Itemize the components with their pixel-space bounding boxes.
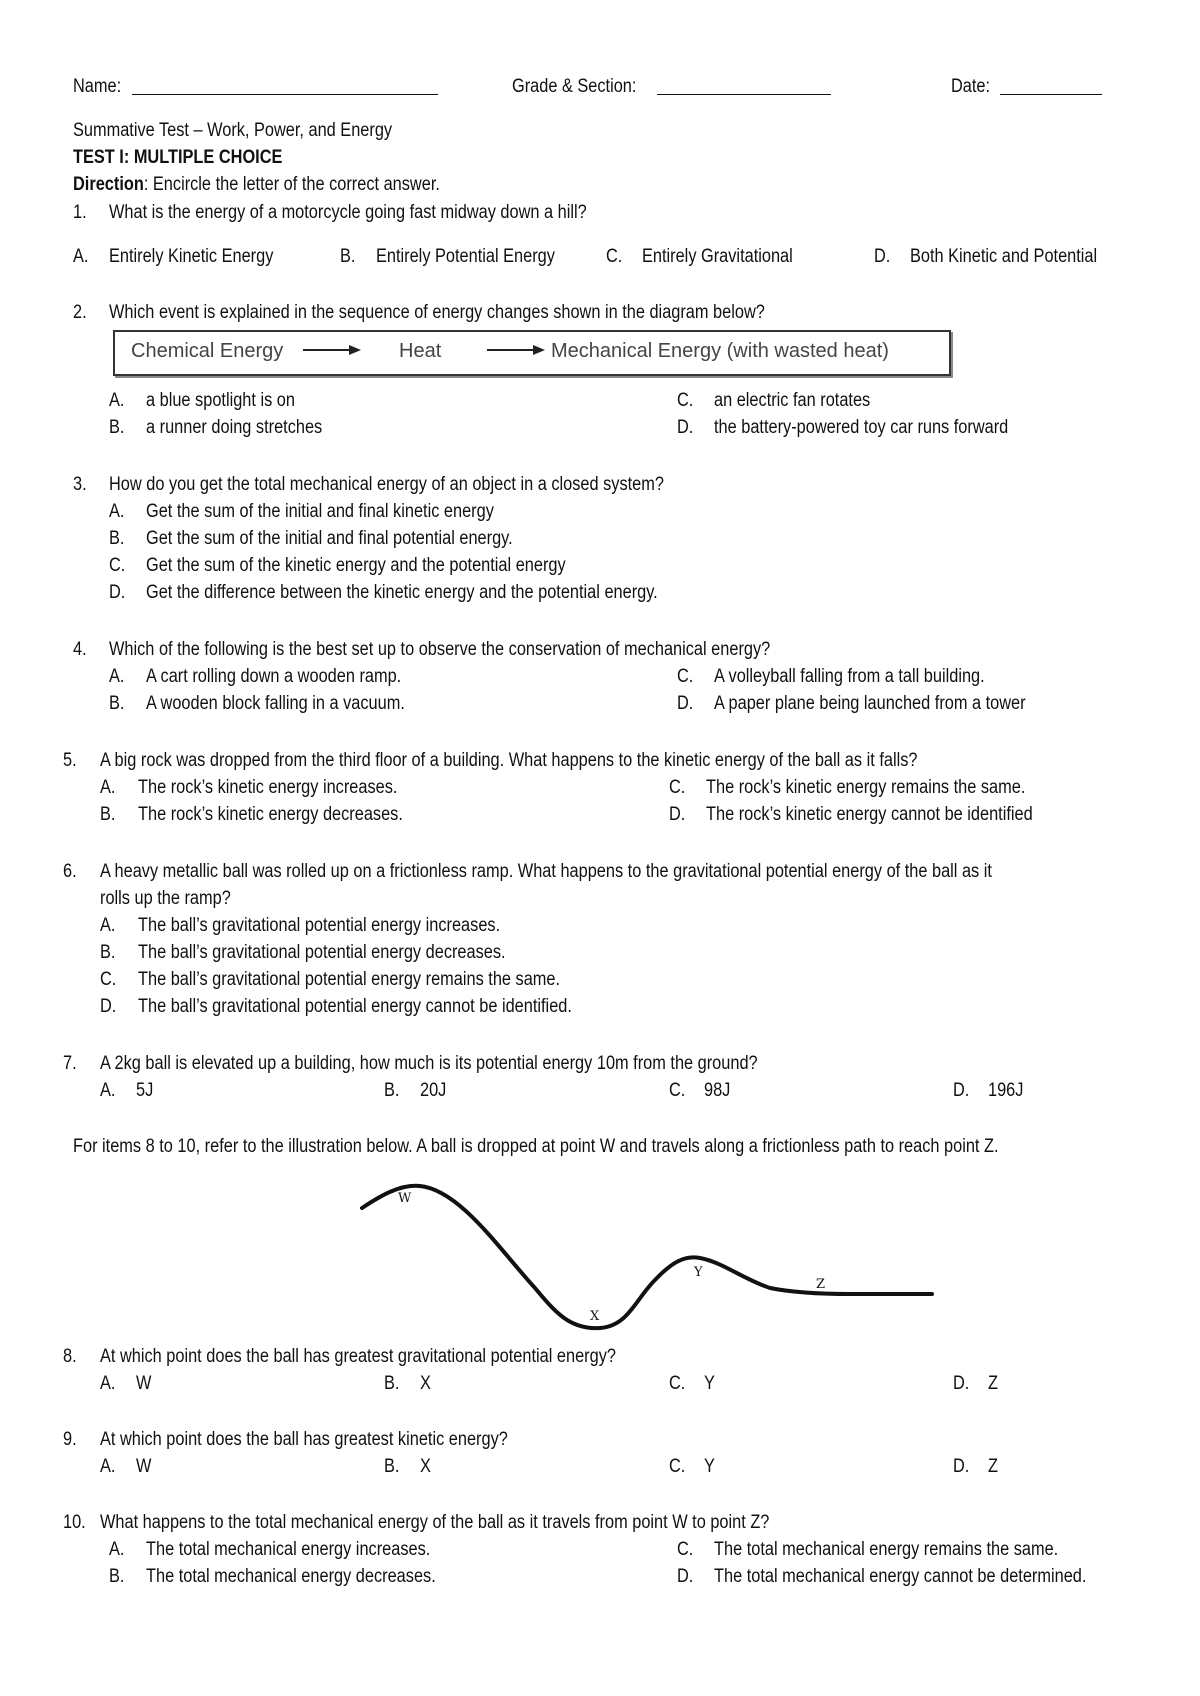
q7-choice-c: 98J <box>704 1080 731 1101</box>
diagram-step-chemical: Chemical Energy <box>131 340 284 362</box>
q6-letter-a[interactable]: A. <box>100 915 116 936</box>
q8-choice-c: Y <box>704 1373 715 1394</box>
q9-letter-a[interactable]: A. <box>100 1456 116 1477</box>
direction-label: Direction <box>73 174 144 195</box>
q1-choice-c: Entirely Gravitational <box>642 246 793 267</box>
point-w-label: W <box>398 1191 412 1206</box>
q10-letter-b[interactable]: B. <box>109 1566 125 1587</box>
q10-choice-c: The total mechanical energy remains the same. <box>714 1539 1059 1560</box>
q4-text: Which of the following is the best set up to observe the conservation of mechanical energy? <box>109 639 771 660</box>
arrow-right-icon <box>487 342 547 358</box>
q6-number: 6. <box>63 861 77 882</box>
q4-choice-b: A wooden block falling in a vacuum. <box>146 693 405 714</box>
q5-letter-b[interactable]: B. <box>100 804 116 825</box>
diagram-step-mechanical: Mechanical Energy (with wasted heat) <box>551 340 889 362</box>
q5-choice-a: The rock’s kinetic energy increases. <box>138 777 398 798</box>
q2-letter-d[interactable]: D. <box>677 417 694 438</box>
direction-text: : Encircle the letter of the correct answer. <box>143 174 440 195</box>
q2-choice-b: a runner doing stretches <box>146 417 323 438</box>
q6-choice-c: The ball’s gravitational potential energy remains the same. <box>138 969 561 990</box>
q4-letter-c[interactable]: C. <box>677 666 694 687</box>
q1-choice-a: Entirely Kinetic Energy <box>109 246 274 267</box>
q3-letter-a[interactable]: A. <box>109 501 125 522</box>
q9-choice-b: X <box>420 1456 431 1477</box>
q10-letter-d[interactable]: D. <box>677 1566 694 1587</box>
q5-choice-c: The rock’s kinetic energy remains the same. <box>706 777 1026 798</box>
grade-label: Grade & Section: <box>512 76 637 97</box>
q9-choice-a: W <box>136 1456 152 1477</box>
q7-choice-d: 196J <box>988 1080 1024 1101</box>
q4-choice-c: A volleyball falling from a tall building. <box>714 666 985 687</box>
q3-choice-c: Get the sum of the kinetic energy and the potential energy <box>146 555 566 576</box>
point-x-label: X <box>590 1309 600 1324</box>
q8-letter-c[interactable]: C. <box>669 1373 686 1394</box>
q4-number: 4. <box>73 639 87 660</box>
q7-choice-a: 5J <box>136 1080 154 1101</box>
q6-letter-d[interactable]: D. <box>100 996 117 1017</box>
q10-number: 10. <box>63 1512 86 1533</box>
name-field[interactable] <box>132 94 438 95</box>
q4-letter-a[interactable]: A. <box>109 666 125 687</box>
q2-text: Which event is explained in the sequence of energy changes shown in the diagram below? <box>109 302 765 323</box>
q4-letter-d[interactable]: D. <box>677 693 694 714</box>
point-y-label: Y <box>694 1265 703 1280</box>
q1-number: 1. <box>73 202 87 223</box>
path-curve <box>362 1186 932 1328</box>
diagram-step-heat: Heat <box>399 340 442 362</box>
q2-letter-b[interactable]: B. <box>109 417 125 438</box>
q3-letter-c[interactable]: C. <box>109 555 126 576</box>
q7-number: 7. <box>63 1053 77 1074</box>
q1-letter-a[interactable]: A. <box>73 246 89 267</box>
q3-choice-b: Get the sum of the initial and final potential energy. <box>146 528 513 549</box>
q5-text: A big rock was dropped from the third floor of a building. What happens to the kinetic energy of the ball as it falls? <box>100 750 918 771</box>
q2-choice-d: the battery-powered toy car runs forward <box>714 417 1009 438</box>
name-label: Name: <box>73 76 122 97</box>
q3-number: 3. <box>73 474 87 495</box>
q9-text: At which point does the ball has greatest kinetic energy? <box>100 1429 508 1450</box>
q2-number: 2. <box>73 302 87 323</box>
q6-letter-c[interactable]: C. <box>100 969 117 990</box>
q4-letter-b[interactable]: B. <box>109 693 125 714</box>
q10-letter-a[interactable]: A. <box>109 1539 125 1560</box>
frictionless-path-illustration <box>350 1170 950 1340</box>
q7-choice-b: 20J <box>420 1080 447 1101</box>
q5-letter-a[interactable]: A. <box>100 777 116 798</box>
q5-choice-b: The rock’s kinetic energy decreases. <box>138 804 403 825</box>
q1-text: What is the energy of a motorcycle going fast midway down a hill? <box>109 202 587 223</box>
q8-choice-b: X <box>420 1373 431 1394</box>
q8-number: 8. <box>63 1346 77 1367</box>
q7-letter-d[interactable]: D. <box>953 1080 970 1101</box>
q3-text: How do you get the total mechanical energy of an object in a closed system? <box>109 474 664 495</box>
q10-choice-a: The total mechanical energy increases. <box>146 1539 431 1560</box>
q9-letter-b[interactable]: B. <box>384 1456 400 1477</box>
q10-letter-c[interactable]: C. <box>677 1539 694 1560</box>
q6-choice-d: The ball’s gravitational potential energy cannot be identified. <box>138 996 572 1017</box>
q5-choice-d: The rock’s kinetic energy cannot be identified <box>706 804 1033 825</box>
q6-choice-a: The ball’s gravitational potential energy increases. <box>138 915 501 936</box>
q10-choice-b: The total mechanical energy decreases. <box>146 1566 436 1587</box>
q2-letter-a[interactable]: A. <box>109 390 125 411</box>
q1-letter-b[interactable]: B. <box>340 246 356 267</box>
date-label: Date: <box>951 76 991 97</box>
q1-letter-c[interactable]: C. <box>606 246 623 267</box>
q6-letter-b[interactable]: B. <box>100 942 116 963</box>
q9-number: 9. <box>63 1429 77 1450</box>
grade-field[interactable] <box>657 94 831 95</box>
q2-choice-c: an electric fan rotates <box>714 390 871 411</box>
q9-choice-c: Y <box>704 1456 715 1477</box>
q7-letter-b[interactable]: B. <box>384 1080 400 1101</box>
q7-letter-a[interactable]: A. <box>100 1080 116 1101</box>
q5-letter-d[interactable]: D. <box>669 804 686 825</box>
date-field[interactable] <box>1000 94 1102 95</box>
test-heading: TEST I: MULTIPLE CHOICE <box>73 147 283 168</box>
illustration-instruction: For items 8 to 10, refer to the illustration below. A ball is dropped at point W and travels along a frictionless path to reach point Z. <box>73 1136 999 1157</box>
q9-letter-d[interactable]: D. <box>953 1456 970 1477</box>
q8-choice-a: W <box>136 1373 152 1394</box>
arrow-right-icon <box>303 342 363 358</box>
q1-choice-b: Entirely Potential Energy <box>376 246 555 267</box>
q8-letter-a[interactable]: A. <box>100 1373 116 1394</box>
q7-letter-c[interactable]: C. <box>669 1080 686 1101</box>
q4-choice-d: A paper plane being launched from a tower <box>714 693 1026 714</box>
q5-letter-c[interactable]: C. <box>669 777 686 798</box>
q2-choice-a: a blue spotlight is on <box>146 390 295 411</box>
q3-choice-d: Get the difference between the kinetic energy and the potential energy. <box>146 582 658 603</box>
q8-letter-d[interactable]: D. <box>953 1373 970 1394</box>
direction <box>73 174 440 196</box>
page-title: Summative Test – Work, Power, and Energy <box>73 120 393 141</box>
q3-letter-b[interactable]: B. <box>109 528 125 549</box>
point-z-label: Z <box>816 1277 826 1292</box>
q2-letter-c[interactable]: C. <box>677 390 694 411</box>
q8-choice-d: Z <box>988 1373 998 1394</box>
q4-choice-a: A cart rolling down a wooden ramp. <box>146 666 402 687</box>
energy-flow-diagram <box>113 330 951 376</box>
q7-text: A 2kg ball is elevated up a building, how much is its potential energy 10m from the ground? <box>100 1053 758 1074</box>
q3-choice-a: Get the sum of the initial and final kinetic energy <box>146 501 494 522</box>
q5-number: 5. <box>63 750 77 771</box>
q10-text: What happens to the total mechanical energy of the ball as it travels from point W to point Z? <box>100 1512 770 1533</box>
q9-choice-d: Z <box>988 1456 998 1477</box>
q3-letter-d[interactable]: D. <box>109 582 126 603</box>
q6-choice-b: The ball’s gravitational potential energy decreases. <box>138 942 506 963</box>
q1-letter-d[interactable]: D. <box>874 246 891 267</box>
q9-letter-c[interactable]: C. <box>669 1456 686 1477</box>
q6-text-continued: rolls up the ramp? <box>100 888 231 909</box>
q1-choice-d: Both Kinetic and Potential <box>910 246 1098 267</box>
q8-letter-b[interactable]: B. <box>384 1373 400 1394</box>
q8-text: At which point does the ball has greatest gravitational potential energy? <box>100 1346 616 1367</box>
q10-choice-d: The total mechanical energy cannot be determined. <box>714 1566 1087 1587</box>
q6-text: A heavy metallic ball was rolled up on a frictionless ramp. What happens to the gravitational potential energy of the ball as it <box>100 861 992 882</box>
